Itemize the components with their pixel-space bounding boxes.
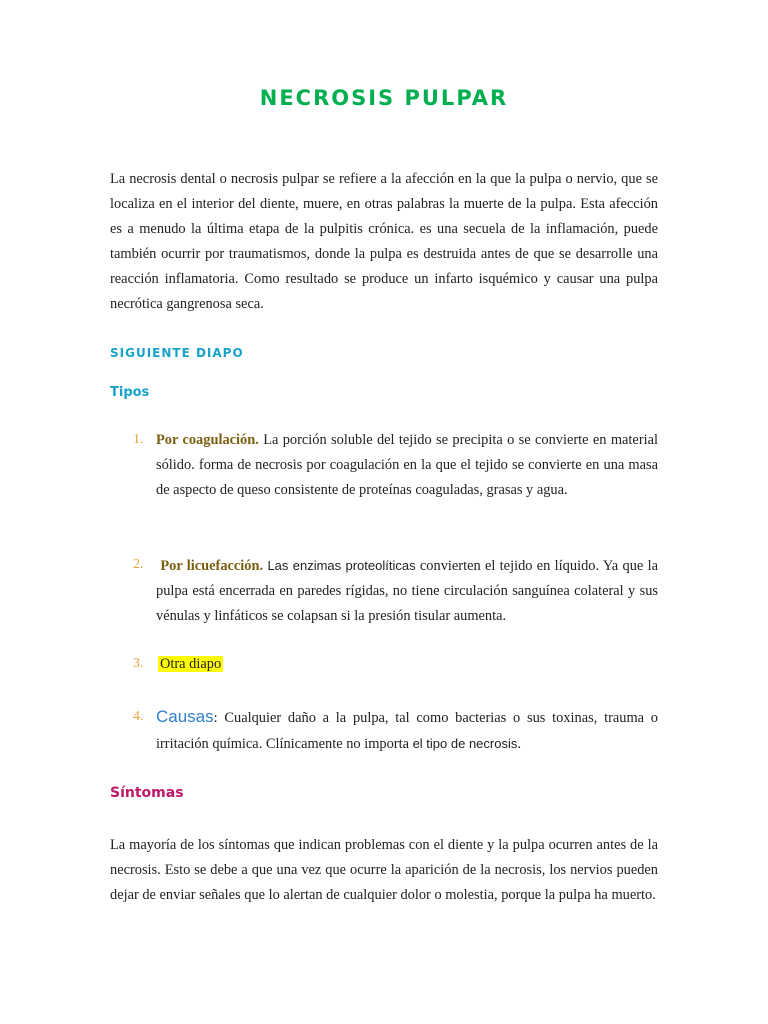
list-text: convierten el tejido en líquido. Ya que la pulpa está encerrada en paredes rígidas, no tiene circulación sanguínea colateral y sus vénulas y linfáticos se colapsan si la presión tisular aumenta. — [156, 558, 658, 624]
list-number: 4. — [133, 709, 144, 724]
list-text: Cualquier daño a la pulpa, tal como bacterias o sus toxinas, trauma o irritación química. Clínicamente no importa — [156, 710, 658, 752]
list-number: 2. — [133, 557, 144, 572]
sintomas-paragraph: La mayoría de los síntomas que indican problemas con el diente y la pulpa ocurren antes de la necrosis. Esto se debe a que una vez que ocurre la aparición de la necrosis, los nervios pueden dejar de enviar señales que lo alertan de cualquier dolor o molestia, porque la pulpa ha muerto. — [110, 837, 658, 903]
list-term: Por licuefacción. — [160, 558, 264, 574]
sintomas-heading: Síntomas — [110, 785, 184, 801]
list-end: . — [517, 736, 521, 752]
list-item — [156, 704, 658, 757]
highlighted-text: Otra diapo — [160, 656, 222, 672]
list-term: Por coagulación. — [156, 432, 259, 448]
list-colon: : — [213, 710, 218, 726]
list-text-sans: el tipo de necrosis — [408, 736, 518, 751]
list-text-sans: Las enzimas proteolíticas — [263, 558, 416, 573]
intro-paragraph: La necrosis dental o necrosis pulpar se refiere a la afección en la que la pulpa o nervio, que se localiza en el interior del diente, muere, en otras palabras la muerte de la pulpa. Esta afección es a menudo la última etapa de la pulpitis crónica. es una secuela de la inflamación, puede también ocurrir por traumatismos, donde la pulpa es destruida antes de que se desarrolle una reacción inflamatoria. Como resultado se produce un infarto isquémico y causar una pulpa necrótica gangrenosa seca. — [110, 171, 658, 312]
siguiente-diapo-heading: SIGUIENTE DIAPO — [110, 346, 244, 360]
list-number: 1. — [133, 432, 144, 447]
list-term: Causas — [156, 707, 214, 726]
list-item — [158, 652, 660, 677]
list-text: La porción soluble del tejido se precipita o se convierte en material sólido. forma de necrosis por coagulación en la que el tejido se convierte en una masa de aspecto de queso consistente de proteínas coaguladas, grasas y agua. — [156, 432, 658, 498]
list-item — [156, 428, 658, 503]
page-title: NECROSIS PULPAR — [259, 86, 509, 110]
tipos-heading: Tipos — [110, 385, 150, 400]
list-number: 3. — [133, 656, 144, 671]
list-item — [156, 553, 658, 629]
